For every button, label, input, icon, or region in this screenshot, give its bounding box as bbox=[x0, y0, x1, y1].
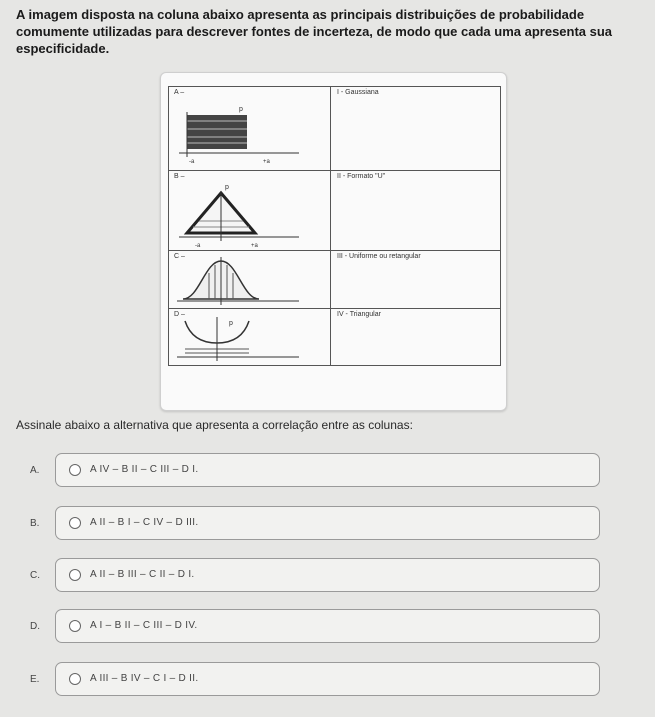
option-a[interactable] bbox=[30, 453, 600, 487]
option-d[interactable] bbox=[30, 609, 600, 643]
figure-row-c bbox=[169, 251, 500, 309]
row-c-label: C – bbox=[174, 253, 185, 260]
option-e-text: A III – B IV – C I – D II. bbox=[90, 673, 199, 684]
svg-text:+a: +a bbox=[263, 159, 270, 165]
svg-text:+a: +a bbox=[251, 243, 258, 249]
option-a-radio[interactable] bbox=[69, 464, 81, 476]
svg-text:p: p bbox=[239, 106, 243, 113]
option-c-letter: C. bbox=[30, 570, 40, 581]
figure-row-a bbox=[169, 87, 500, 171]
row-d-right-label: IV - Triangular bbox=[337, 311, 381, 318]
svg-text:-a: -a bbox=[189, 159, 195, 165]
row-b-label: B – bbox=[174, 173, 185, 180]
option-d-radio[interactable] bbox=[69, 620, 81, 632]
option-b-radio[interactable] bbox=[69, 517, 81, 529]
row-c-right-label: III - Uniforme ou retangular bbox=[337, 253, 421, 260]
figure-row-b bbox=[169, 171, 500, 251]
option-d-letter: D. bbox=[30, 621, 40, 632]
question-text: A imagem disposta na coluna abaixo apresenta as principais distribuições de probabilidade comumente utilizadas para descrever fontes de incerteza, de modo que cada uma apresenta sua especificidade. bbox=[16, 7, 613, 56]
option-b-letter: B. bbox=[30, 518, 40, 529]
svg-text:p: p bbox=[225, 184, 229, 191]
svg-text:p: p bbox=[229, 320, 233, 327]
u-shaped-distribution-plot bbox=[169, 309, 329, 365]
row-d-label: D – bbox=[174, 311, 185, 318]
distribution-table bbox=[168, 86, 501, 366]
gaussian-distribution-plot bbox=[169, 251, 329, 307]
instruction-prompt: Assinale abaixo a alternativa que apresenta a correlação entre as colunas: bbox=[16, 418, 413, 432]
row-a-label: A – bbox=[174, 89, 185, 96]
option-b-text: A II – B I – C IV – D III. bbox=[90, 517, 199, 528]
row-a-right-label: I - Gaussiana bbox=[337, 89, 379, 96]
option-a-letter: A. bbox=[30, 465, 40, 476]
option-c[interactable] bbox=[30, 558, 600, 592]
option-a-text: A IV – B II – C III – D I. bbox=[90, 464, 199, 475]
option-e-radio[interactable] bbox=[69, 673, 81, 685]
option-c-radio[interactable] bbox=[69, 569, 81, 581]
triangular-distribution-plot bbox=[169, 171, 329, 249]
option-d-text: A I – B II – C III – D IV. bbox=[90, 620, 198, 631]
figure-row-d bbox=[169, 309, 500, 365]
row-b-right-label: II - Formato "U" bbox=[337, 173, 386, 180]
option-c-text: A II – B III – C II – D I. bbox=[90, 569, 195, 580]
svg-text:-a: -a bbox=[195, 243, 201, 249]
distribution-figure bbox=[160, 72, 507, 411]
option-e-letter: E. bbox=[30, 674, 40, 685]
option-b[interactable] bbox=[30, 506, 600, 540]
uniform-distribution-plot bbox=[169, 87, 329, 169]
option-e[interactable] bbox=[30, 662, 600, 696]
